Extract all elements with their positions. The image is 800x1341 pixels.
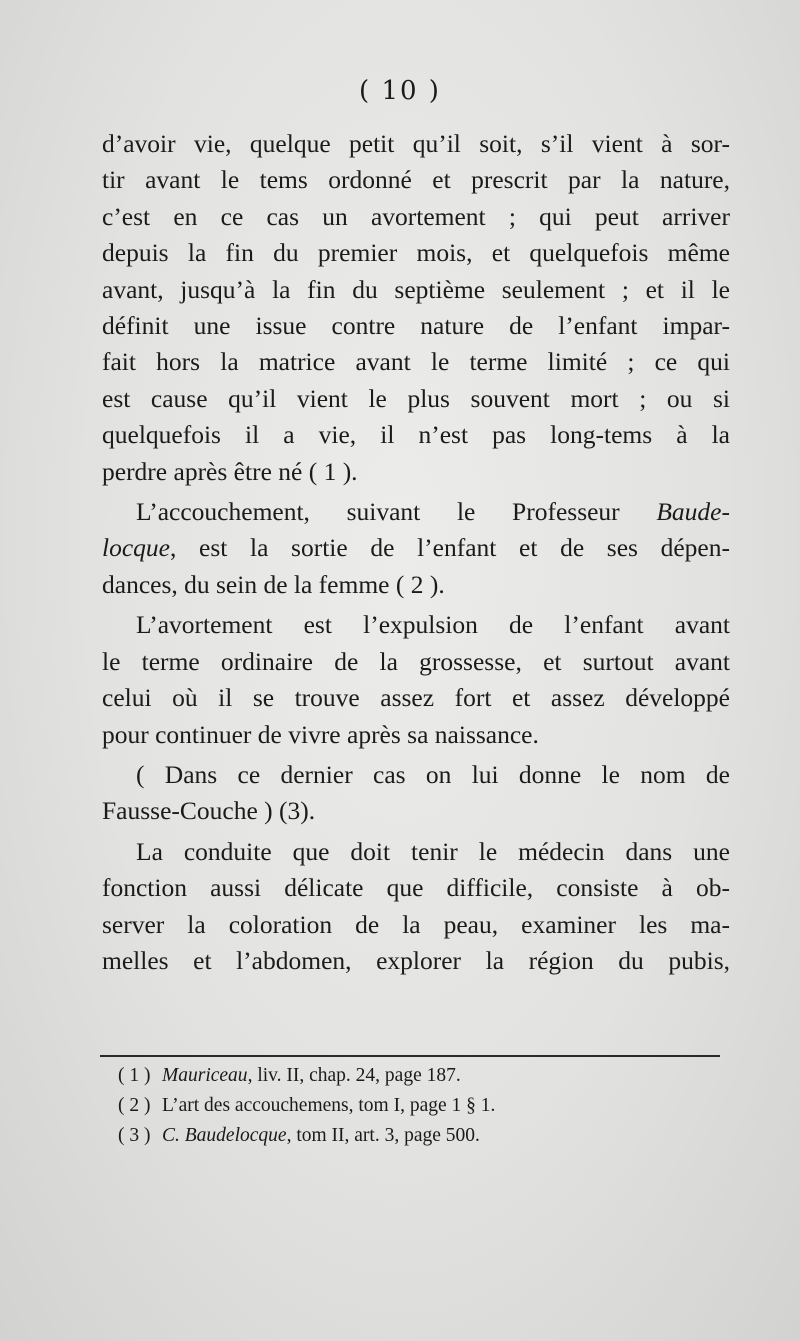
text-line: locque, est la sortie de l’enfant et de ses dépen- [102, 533, 730, 563]
text-line: Fausse-Couche ) (3). [102, 796, 316, 826]
text-line: dances, du sein de la femme ( 2 ). [102, 569, 445, 599]
text-line: quelquefois il a vie, il n’est pas long-tems à la [102, 420, 730, 450]
page-number: ( 10 ) [359, 76, 441, 106]
text-line: server la coloration de la peau, examiner les ma- [102, 909, 730, 939]
text-line: depuis la fin du premier mois, et quelquefois même [102, 238, 730, 268]
footnote: ( 1 ) Mauriceau, liv. II, chap. 24, page 187. [118, 1065, 461, 1086]
text-line: La conduite que doit tenir le médecin dans une [136, 836, 730, 866]
text-line: L’avortement est l’expulsion de l’enfant avant [136, 610, 730, 640]
text-line: fait hors la matrice avant le terme limité ; ce qui [102, 347, 730, 377]
body-text [102, 126, 730, 979]
text-line: c’est en ce cas un avortement ; qui peut arriver [102, 201, 730, 231]
text-line: perdre après être né ( 1 ). [102, 456, 358, 486]
footnote: ( 3 ) C. Baudelocque, tom II, art. 3, page 500. [118, 1125, 480, 1146]
footnote: ( 2 ) L’art des accouchemens, tom I, page 1 § 1. [118, 1095, 496, 1116]
text-line: pour continuer de vivre après sa naissance. [102, 719, 539, 749]
text-line: d’avoir vie, quelque petit qu’il soit, s’il vient à sor- [102, 129, 730, 158]
footnotes [118, 1061, 678, 1151]
text-line: melles et l’abdomen, explorer la région du pubis, [102, 945, 730, 975]
text-line: le terme ordinaire de la grossesse, et surtout avant [102, 646, 730, 676]
text-line: L’accouchement, suivant le Professeur Baude- [136, 497, 730, 527]
text-line: tir avant le tems ordonné et prescrit par la nature, [102, 165, 730, 195]
text-line: fonction aussi délicate que difficile, consiste à ob- [102, 873, 730, 903]
text-line: est cause qu’il vient le plus souvent mort ; ou si [102, 383, 730, 413]
text-line: ( Dans ce dernier cas on lui donne le nom de [136, 759, 730, 789]
footnote-divider [100, 1055, 720, 1057]
text-line: définit une issue contre nature de l’enfant impar- [102, 311, 730, 341]
text-line: celui où il se trouve assez fort et assez développé [102, 683, 730, 713]
text-line: avant, jusqu’à la fin du septième seulement ; et il le [102, 274, 730, 304]
